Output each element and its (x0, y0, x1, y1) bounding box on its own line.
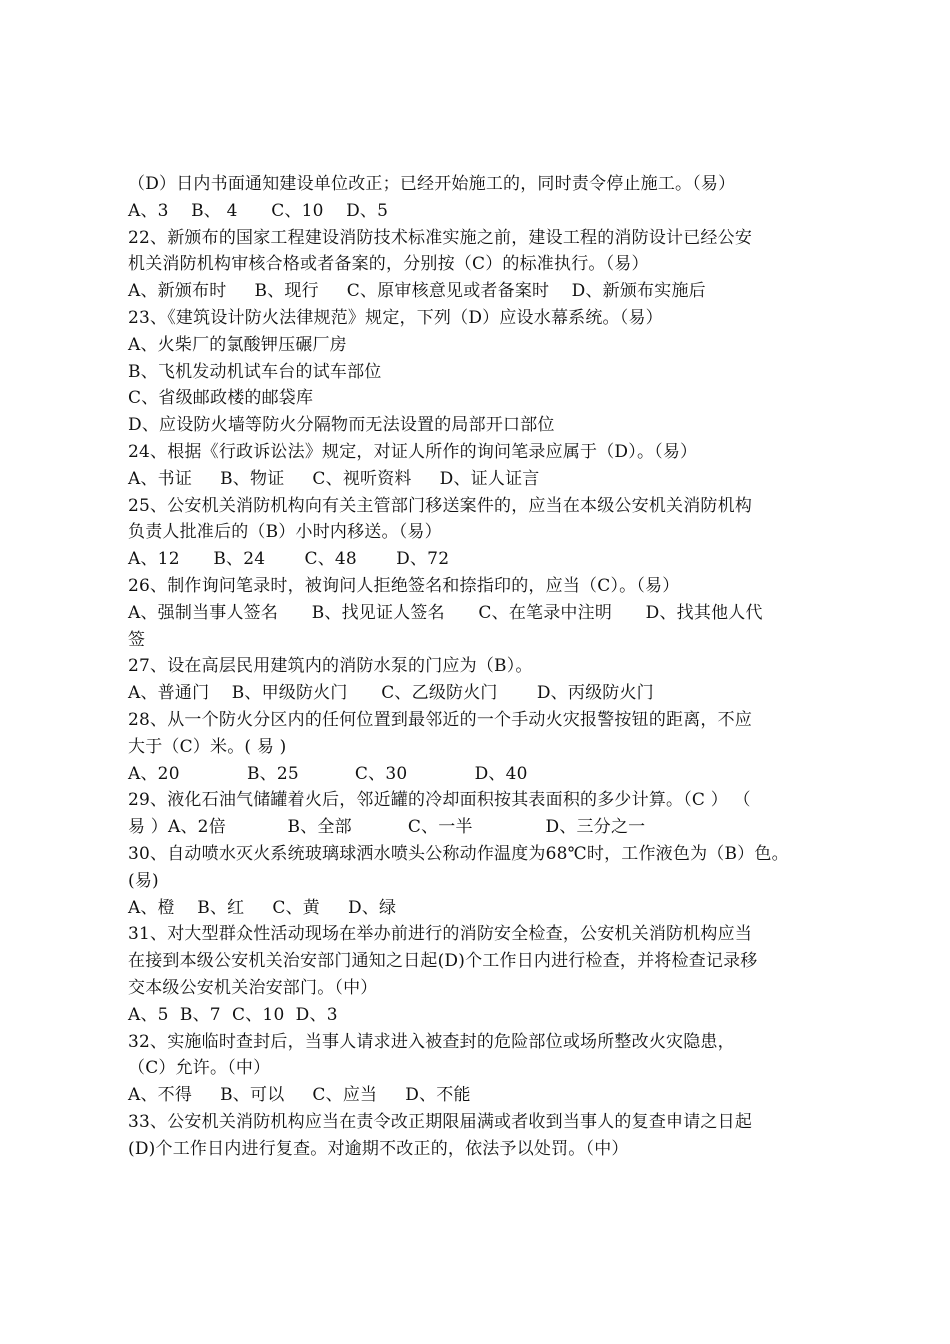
text-line: A、12 B、24 C、48 D、72 (128, 549, 450, 570)
text-line: A、5 B、7 C、10 D、3 (128, 1004, 338, 1025)
text-line: 23、《建筑设计防火法律规范》规定，下列（D）应设水幕系统。（易） (128, 307, 663, 328)
text-line: C、省级邮政楼的邮袋库 (128, 388, 314, 409)
text-line: A、火柴厂的氯酸钾压碾厂房 (128, 334, 347, 355)
text-line: 机关消防机构审核合格或者备案的，分别按（C）的标准执行。（易） (128, 254, 649, 275)
text-line: 33、公安机关消防机构应当在责令改正期限届满或者收到当事人的复查申请之日起 (128, 1111, 753, 1132)
text-line: A、橙 B、红 C、黄 D、绿 (128, 897, 397, 918)
text-line: 22、新颁布的国家工程建设消防技术标准实施之前，建设工程的消防设计已经公安 (128, 227, 753, 248)
text-line: (D)个工作日内进行复查。对逾期不改正的，依法予以处罚。（中） (128, 1138, 629, 1159)
text-line: 签 (128, 629, 146, 650)
text-line: 32、实施临时查封后，当事人请求进入被查封的危险部位或场所整改火灾隐患， (128, 1031, 735, 1052)
text-line: A、不得 B、可以 C、应当 D、不能 (128, 1085, 471, 1106)
text-line: （D）日内书面通知建设单位改正；已经开始施工的，同时责令停止施工。（易） (128, 174, 736, 194)
text-line: （C）允许。（中） (128, 1058, 271, 1079)
text-line: 交本级公安机关治安部门。（中） (128, 977, 378, 998)
text-line: 25、公安机关消防机构向有关主管部门移送案件的，应当在本级公安机关消防机构 (128, 495, 753, 516)
text-line: 负责人批准后的（B）小时内移送。（易） (128, 522, 442, 543)
text-line: A、3 B、 4 C、10 D、5 (128, 200, 389, 221)
text-line: B、飞机发动机试车台的试车部位 (128, 361, 382, 382)
text-line: 30、自动喷水灭火系统玻璃球洒水喷头公称动作温度为68℃时，工作液色为（B）色。 (128, 843, 789, 864)
text-line: A、普通门 B、甲级防火门 C、乙级防火门 D、丙级防火门 (128, 683, 654, 704)
text-line: 大于（C）米。( 易 ) (128, 736, 287, 757)
text-line: D、应设防火墙等防火分隔物而无法设置的局部开口部位 (128, 415, 555, 436)
text-line: A、强制当事人签名 B、找见证人签名 C、在笔录中注明 D、找其他人代 (128, 602, 763, 623)
text-line: (易) (128, 870, 159, 891)
text-line: A、20 B、25 C、30 D、40 (128, 763, 528, 784)
text-line: 在接到本级公安机关治安部门通知之日起(D)个工作日内进行检查，并将检查记录移 (128, 951, 758, 972)
document-body (128, 171, 848, 1162)
text-line: 29、液化石油气储罐着火后，邻近罐的冷却面积按其表面积的多少计算。（C ） （ (128, 790, 751, 811)
text-line: 28、从一个防火分区内的任何位置到最邻近的一个手动火灾报警按钮的距离，不应 (128, 709, 753, 730)
text-line: A、书证 B、物证 C、视听资料 D、证人证言 (128, 468, 540, 489)
text-line: 31、对大型群众性活动现场在举办前进行的消防安全检查，公安机关消防机构应当 (128, 924, 753, 945)
text-line: A、新颁布时 B、现行 C、原审核意见或者备案时 D、新颁布实施后 (128, 281, 706, 302)
text-line: 27、设在高层民用建筑内的消防水泵的门应为（B）。 (128, 656, 533, 677)
text-line: 易 ）A、2倍 B、全部 C、一半 D、三分之一 (128, 817, 646, 838)
text-line: 26、制作询问笔录时，被询问人拒绝签名和捺指印的，应当（C）。（易） (128, 575, 680, 596)
text-line: 24、根据《行政诉讼法》规定，对证人所作的询问笔录应属于（D）。（易） (128, 441, 698, 462)
